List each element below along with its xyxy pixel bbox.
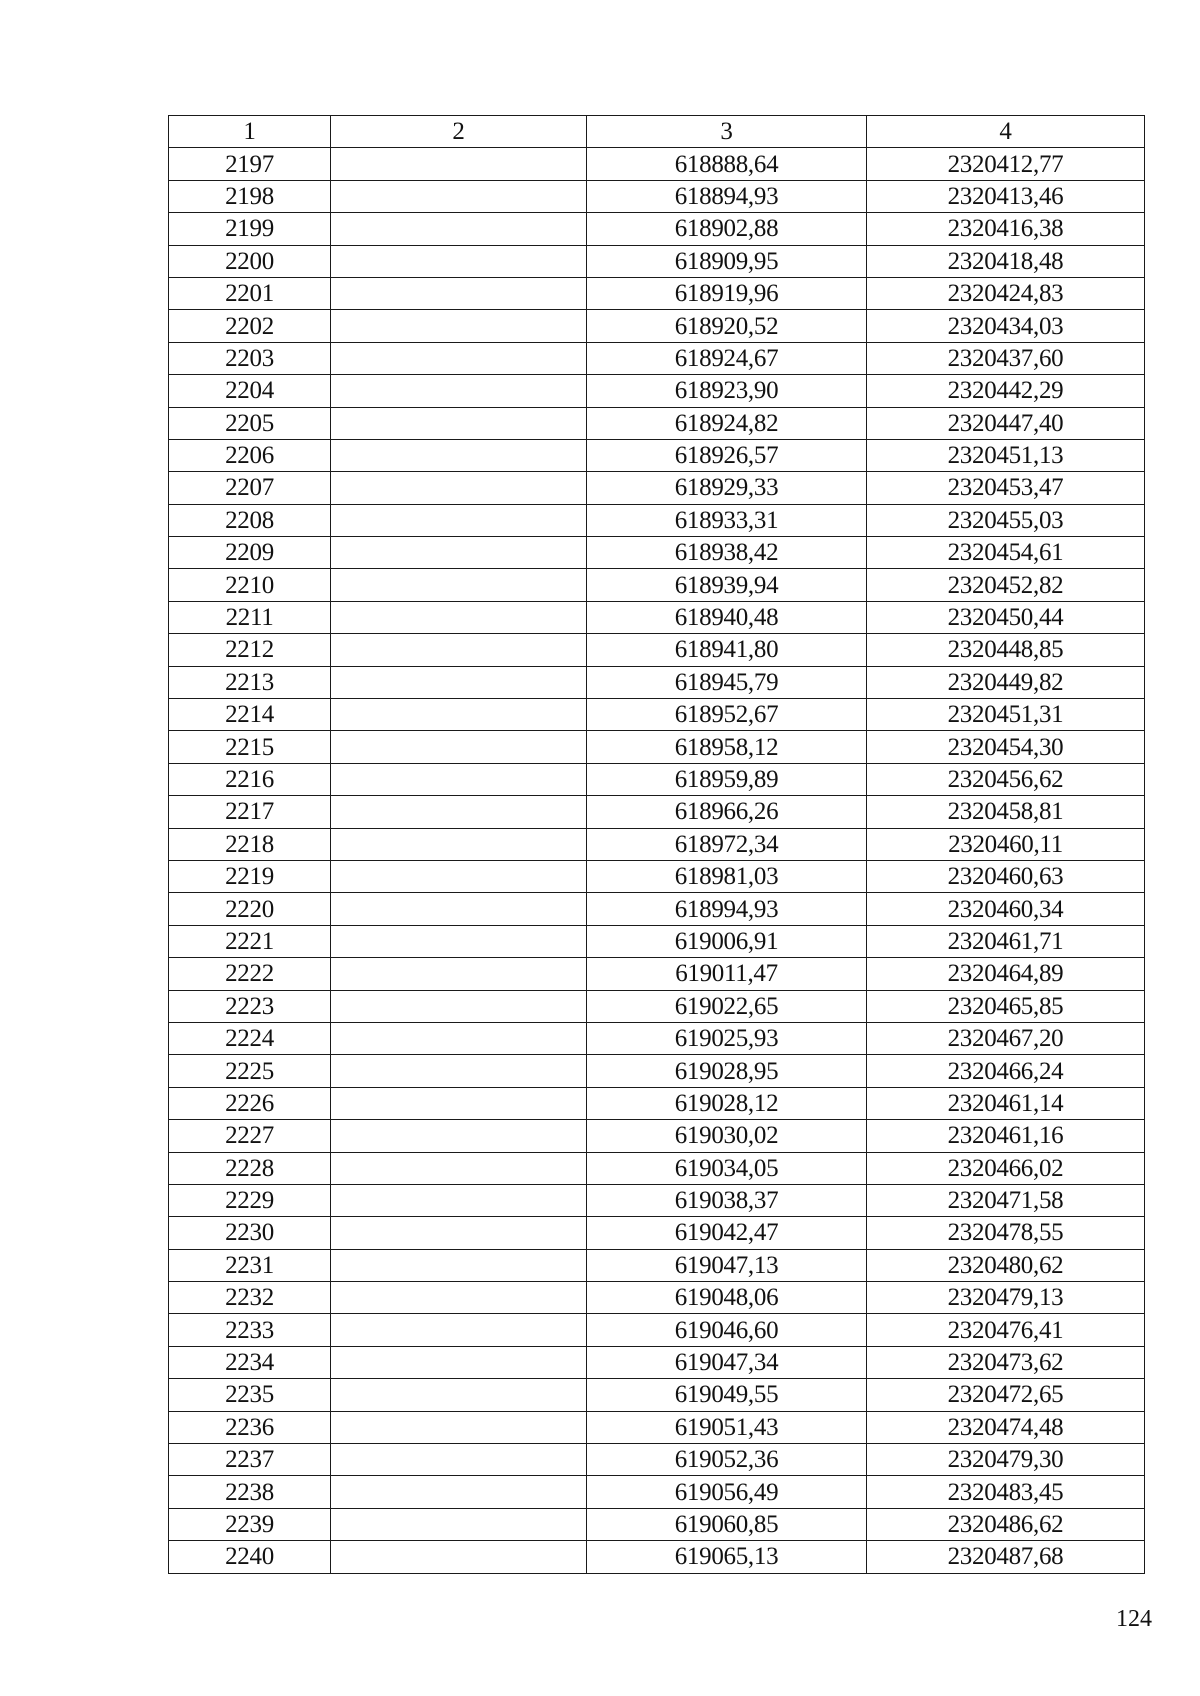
empty-cell xyxy=(331,407,587,439)
x-coordinate-cell: 619022,65 xyxy=(587,990,867,1022)
table-row xyxy=(169,1476,1145,1508)
y-coordinate-cell: 2320451,13 xyxy=(867,439,1145,471)
point-number-cell: 2236 xyxy=(169,1411,331,1443)
empty-cell xyxy=(331,1476,587,1508)
empty-cell xyxy=(331,763,587,795)
table-row xyxy=(169,569,1145,601)
table-row xyxy=(169,1411,1145,1443)
empty-cell xyxy=(331,958,587,990)
y-coordinate-cell: 2320437,60 xyxy=(867,342,1145,374)
point-number-cell: 2238 xyxy=(169,1476,331,1508)
x-coordinate-cell: 619056,49 xyxy=(587,1476,867,1508)
table-row xyxy=(169,213,1145,245)
x-coordinate-cell: 618958,12 xyxy=(587,731,867,763)
table-row xyxy=(169,472,1145,504)
x-coordinate-cell: 618888,64 xyxy=(587,148,867,180)
table-row xyxy=(169,1444,1145,1476)
x-coordinate-cell: 618920,52 xyxy=(587,310,867,342)
column-header-3: 3 xyxy=(587,116,867,148)
point-number-cell: 2235 xyxy=(169,1379,331,1411)
y-coordinate-cell: 2320442,29 xyxy=(867,375,1145,407)
point-number-cell: 2232 xyxy=(169,1282,331,1314)
empty-cell xyxy=(331,277,587,309)
x-coordinate-cell: 619065,13 xyxy=(587,1541,867,1573)
x-coordinate-cell: 618924,67 xyxy=(587,342,867,374)
x-coordinate-cell: 618902,88 xyxy=(587,213,867,245)
point-number-cell: 2204 xyxy=(169,375,331,407)
table-row xyxy=(169,860,1145,892)
point-number-cell: 2205 xyxy=(169,407,331,439)
table-row xyxy=(169,537,1145,569)
table-row xyxy=(169,245,1145,277)
x-coordinate-cell: 619034,05 xyxy=(587,1152,867,1184)
table-row xyxy=(169,958,1145,990)
point-number-cell: 2216 xyxy=(169,763,331,795)
y-coordinate-cell: 2320416,38 xyxy=(867,213,1145,245)
table-row xyxy=(169,1184,1145,1216)
empty-cell xyxy=(331,990,587,1022)
point-number-cell: 2237 xyxy=(169,1444,331,1476)
table-row xyxy=(169,1022,1145,1054)
y-coordinate-cell: 2320483,45 xyxy=(867,1476,1145,1508)
x-coordinate-cell: 618909,95 xyxy=(587,245,867,277)
table-row xyxy=(169,1217,1145,1249)
table-row xyxy=(169,1346,1145,1378)
x-coordinate-cell: 618929,33 xyxy=(587,472,867,504)
empty-cell xyxy=(331,180,587,212)
x-coordinate-cell: 619011,47 xyxy=(587,958,867,990)
x-coordinate-cell: 619047,34 xyxy=(587,1346,867,1378)
x-coordinate-cell: 618939,94 xyxy=(587,569,867,601)
x-coordinate-cell: 618966,26 xyxy=(587,796,867,828)
empty-cell xyxy=(331,472,587,504)
table-row xyxy=(169,634,1145,666)
x-coordinate-cell: 618933,31 xyxy=(587,504,867,536)
point-number-cell: 2210 xyxy=(169,569,331,601)
point-number-cell: 2223 xyxy=(169,990,331,1022)
y-coordinate-cell: 2320466,24 xyxy=(867,1055,1145,1087)
empty-cell xyxy=(331,1411,587,1443)
x-coordinate-cell: 619028,95 xyxy=(587,1055,867,1087)
empty-cell xyxy=(331,634,587,666)
y-coordinate-cell: 2320460,11 xyxy=(867,828,1145,860)
empty-cell xyxy=(331,1314,587,1346)
empty-cell xyxy=(331,731,587,763)
x-coordinate-cell: 618924,82 xyxy=(587,407,867,439)
empty-cell xyxy=(331,1022,587,1054)
point-number-cell: 2215 xyxy=(169,731,331,763)
y-coordinate-cell: 2320467,20 xyxy=(867,1022,1145,1054)
table-row xyxy=(169,180,1145,212)
point-number-cell: 2219 xyxy=(169,860,331,892)
table-row xyxy=(169,407,1145,439)
x-coordinate-cell: 619006,91 xyxy=(587,925,867,957)
point-number-cell: 2224 xyxy=(169,1022,331,1054)
y-coordinate-cell: 2320487,68 xyxy=(867,1541,1145,1573)
empty-cell xyxy=(331,1184,587,1216)
table-row xyxy=(169,1152,1145,1184)
page-number: 124 xyxy=(1116,1606,1152,1632)
x-coordinate-cell: 619047,13 xyxy=(587,1249,867,1281)
y-coordinate-cell: 2320476,41 xyxy=(867,1314,1145,1346)
table-row xyxy=(169,310,1145,342)
table-row xyxy=(169,666,1145,698)
table-row xyxy=(169,342,1145,374)
table-row xyxy=(169,375,1145,407)
y-coordinate-cell: 2320455,03 xyxy=(867,504,1145,536)
y-coordinate-cell: 2320486,62 xyxy=(867,1508,1145,1540)
point-number-cell: 2234 xyxy=(169,1346,331,1378)
y-coordinate-cell: 2320412,77 xyxy=(867,148,1145,180)
point-number-cell: 2199 xyxy=(169,213,331,245)
y-coordinate-cell: 2320478,55 xyxy=(867,1217,1145,1249)
x-coordinate-cell: 619052,36 xyxy=(587,1444,867,1476)
empty-cell xyxy=(331,1087,587,1119)
empty-cell xyxy=(331,860,587,892)
column-header-1: 1 xyxy=(169,116,331,148)
table-row xyxy=(169,1249,1145,1281)
y-coordinate-cell: 2320450,44 xyxy=(867,601,1145,633)
empty-cell xyxy=(331,1152,587,1184)
empty-cell xyxy=(331,1055,587,1087)
x-coordinate-cell: 619028,12 xyxy=(587,1087,867,1119)
empty-cell xyxy=(331,1346,587,1378)
point-number-cell: 2230 xyxy=(169,1217,331,1249)
point-number-cell: 2220 xyxy=(169,893,331,925)
table-row xyxy=(169,1541,1145,1573)
table-row xyxy=(169,148,1145,180)
point-number-cell: 2202 xyxy=(169,310,331,342)
y-coordinate-cell: 2320424,83 xyxy=(867,277,1145,309)
point-number-cell: 2198 xyxy=(169,180,331,212)
point-number-cell: 2226 xyxy=(169,1087,331,1119)
empty-cell xyxy=(331,310,587,342)
y-coordinate-cell: 2320413,46 xyxy=(867,180,1145,212)
y-coordinate-cell: 2320460,63 xyxy=(867,860,1145,892)
y-coordinate-cell: 2320454,61 xyxy=(867,537,1145,569)
x-coordinate-cell: 619038,37 xyxy=(587,1184,867,1216)
table-row xyxy=(169,796,1145,828)
x-coordinate-cell: 619049,55 xyxy=(587,1379,867,1411)
empty-cell xyxy=(331,601,587,633)
x-coordinate-cell: 618894,93 xyxy=(587,180,867,212)
empty-cell xyxy=(331,342,587,374)
y-coordinate-cell: 2320434,03 xyxy=(867,310,1145,342)
x-coordinate-cell: 618941,80 xyxy=(587,634,867,666)
y-coordinate-cell: 2320447,40 xyxy=(867,407,1145,439)
x-coordinate-cell: 619060,85 xyxy=(587,1508,867,1540)
y-coordinate-cell: 2320474,48 xyxy=(867,1411,1145,1443)
empty-cell xyxy=(331,213,587,245)
y-coordinate-cell: 2320461,14 xyxy=(867,1087,1145,1119)
table-row xyxy=(169,439,1145,471)
x-coordinate-cell: 618919,96 xyxy=(587,277,867,309)
empty-cell xyxy=(331,1282,587,1314)
y-coordinate-cell: 2320458,81 xyxy=(867,796,1145,828)
point-number-cell: 2207 xyxy=(169,472,331,504)
table-row xyxy=(169,699,1145,731)
y-coordinate-cell: 2320461,16 xyxy=(867,1120,1145,1152)
point-number-cell: 2231 xyxy=(169,1249,331,1281)
empty-cell xyxy=(331,1508,587,1540)
empty-cell xyxy=(331,245,587,277)
table-row xyxy=(169,1120,1145,1152)
y-coordinate-cell: 2320466,02 xyxy=(867,1152,1145,1184)
coordinates-table xyxy=(168,115,1145,1574)
table-row xyxy=(169,1508,1145,1540)
empty-cell xyxy=(331,1541,587,1573)
table-row xyxy=(169,990,1145,1022)
x-coordinate-cell: 619030,02 xyxy=(587,1120,867,1152)
x-coordinate-cell: 618952,67 xyxy=(587,699,867,731)
x-coordinate-cell: 618926,57 xyxy=(587,439,867,471)
point-number-cell: 2217 xyxy=(169,796,331,828)
empty-cell xyxy=(331,666,587,698)
table-row xyxy=(169,1282,1145,1314)
x-coordinate-cell: 619048,06 xyxy=(587,1282,867,1314)
table-header xyxy=(169,116,1145,148)
y-coordinate-cell: 2320453,47 xyxy=(867,472,1145,504)
point-number-cell: 2200 xyxy=(169,245,331,277)
x-coordinate-cell: 618945,79 xyxy=(587,666,867,698)
x-coordinate-cell: 619042,47 xyxy=(587,1217,867,1249)
empty-cell xyxy=(331,893,587,925)
x-coordinate-cell: 618938,42 xyxy=(587,537,867,569)
y-coordinate-cell: 2320448,85 xyxy=(867,634,1145,666)
y-coordinate-cell: 2320473,62 xyxy=(867,1346,1145,1378)
column-header-4: 4 xyxy=(867,116,1145,148)
table-row xyxy=(169,925,1145,957)
empty-cell xyxy=(331,504,587,536)
point-number-cell: 2240 xyxy=(169,1541,331,1573)
y-coordinate-cell: 2320472,65 xyxy=(867,1379,1145,1411)
x-coordinate-cell: 618959,89 xyxy=(587,763,867,795)
empty-cell xyxy=(331,1444,587,1476)
x-coordinate-cell: 618994,93 xyxy=(587,893,867,925)
y-coordinate-cell: 2320471,58 xyxy=(867,1184,1145,1216)
empty-cell xyxy=(331,1120,587,1152)
point-number-cell: 2222 xyxy=(169,958,331,990)
table-row xyxy=(169,1379,1145,1411)
table-row xyxy=(169,504,1145,536)
point-number-cell: 2206 xyxy=(169,439,331,471)
empty-cell xyxy=(331,796,587,828)
y-coordinate-cell: 2320479,30 xyxy=(867,1444,1145,1476)
x-coordinate-cell: 619046,60 xyxy=(587,1314,867,1346)
x-coordinate-cell: 618923,90 xyxy=(587,375,867,407)
y-coordinate-cell: 2320460,34 xyxy=(867,893,1145,925)
empty-cell xyxy=(331,439,587,471)
point-number-cell: 2201 xyxy=(169,277,331,309)
point-number-cell: 2239 xyxy=(169,1508,331,1540)
y-coordinate-cell: 2320451,31 xyxy=(867,699,1145,731)
table-row xyxy=(169,601,1145,633)
table-body xyxy=(169,148,1145,1573)
empty-cell xyxy=(331,537,587,569)
point-number-cell: 2227 xyxy=(169,1120,331,1152)
x-coordinate-cell: 619025,93 xyxy=(587,1022,867,1054)
y-coordinate-cell: 2320456,62 xyxy=(867,763,1145,795)
y-coordinate-cell: 2320449,82 xyxy=(867,666,1145,698)
x-coordinate-cell: 618981,03 xyxy=(587,860,867,892)
point-number-cell: 2212 xyxy=(169,634,331,666)
empty-cell xyxy=(331,1217,587,1249)
y-coordinate-cell: 2320480,62 xyxy=(867,1249,1145,1281)
empty-cell xyxy=(331,375,587,407)
y-coordinate-cell: 2320452,82 xyxy=(867,569,1145,601)
point-number-cell: 2225 xyxy=(169,1055,331,1087)
empty-cell xyxy=(331,1249,587,1281)
y-coordinate-cell: 2320464,89 xyxy=(867,958,1145,990)
point-number-cell: 2197 xyxy=(169,148,331,180)
point-number-cell: 2233 xyxy=(169,1314,331,1346)
table-row xyxy=(169,763,1145,795)
point-number-cell: 2218 xyxy=(169,828,331,860)
x-coordinate-cell: 618972,34 xyxy=(587,828,867,860)
point-number-cell: 2229 xyxy=(169,1184,331,1216)
table-row xyxy=(169,893,1145,925)
y-coordinate-cell: 2320479,13 xyxy=(867,1282,1145,1314)
y-coordinate-cell: 2320465,85 xyxy=(867,990,1145,1022)
y-coordinate-cell: 2320461,71 xyxy=(867,925,1145,957)
header-row xyxy=(169,116,1145,148)
point-number-cell: 2228 xyxy=(169,1152,331,1184)
point-number-cell: 2208 xyxy=(169,504,331,536)
y-coordinate-cell: 2320454,30 xyxy=(867,731,1145,763)
point-number-cell: 2221 xyxy=(169,925,331,957)
table-row xyxy=(169,1314,1145,1346)
point-number-cell: 2203 xyxy=(169,342,331,374)
x-coordinate-cell: 619051,43 xyxy=(587,1411,867,1443)
table-row xyxy=(169,1087,1145,1119)
empty-cell xyxy=(331,925,587,957)
column-header-2: 2 xyxy=(331,116,587,148)
empty-cell xyxy=(331,1379,587,1411)
table-row xyxy=(169,277,1145,309)
empty-cell xyxy=(331,148,587,180)
table-row xyxy=(169,731,1145,763)
point-number-cell: 2213 xyxy=(169,666,331,698)
y-coordinate-cell: 2320418,48 xyxy=(867,245,1145,277)
point-number-cell: 2209 xyxy=(169,537,331,569)
table-row xyxy=(169,828,1145,860)
empty-cell xyxy=(331,699,587,731)
table-row xyxy=(169,1055,1145,1087)
empty-cell xyxy=(331,569,587,601)
point-number-cell: 2214 xyxy=(169,699,331,731)
x-coordinate-cell: 618940,48 xyxy=(587,601,867,633)
empty-cell xyxy=(331,828,587,860)
point-number-cell: 2211 xyxy=(169,601,331,633)
